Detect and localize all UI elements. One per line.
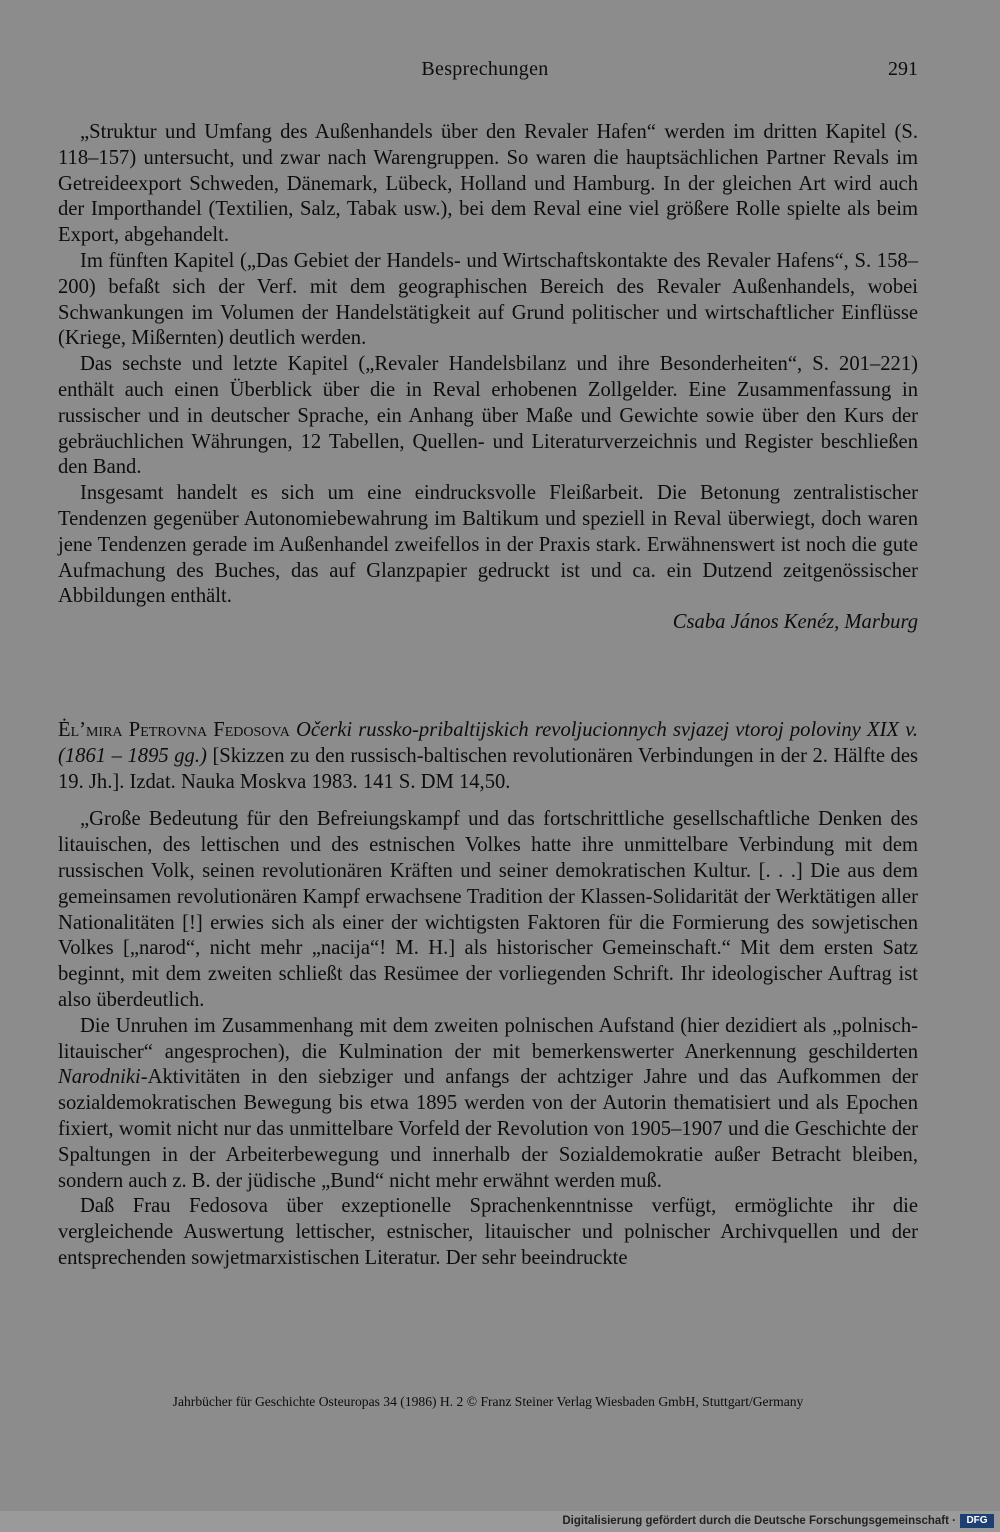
paragraph: Im fünften Kapitel („Das Gebiet der Handels- und Wirtschaftskontakte des Revaler Hafens“, S. 158–200) befaßt sich der Verf. mit dem geographischen Bereich des Revaler Außenhandels, wobei Schwankungen im Volumen der Handelstätigkeit auf Grund politischer und wirtschaftlicher Einflüsse (Kriege, Mißernten) deutlich werden.	[58, 249, 918, 350]
running-head: Besprechungen	[421, 58, 549, 80]
paragraph: „Große Bedeutung für den Befreiungskampf und das fortschrittliche gesellschaftliche Denken des litauischen, des lettischen und des estnischen Volkes hatte ihre unmittelbare Verbindung mit dem russischen Volk, seinen revolutionären Kräften und seiner demokratischen Kultur. [. . .] Die aus dem gemeinsamen revolutionären Kampf erwachsene Tradition der Klassen-Solidarität der Werktätigen aller Nationalitäten [!] erwies sich als einer der wichtigsten Faktoren für die Formierung des sowjetischen Volkes [„narod“, nicht mehr „nacija“! M. H.] als historischer Gemeinschaft.“ Mit dem ersten Satz beginnt, mit dem zweiten schließt das Resümee der vorliegenden Schrift. Ihr ideologischer Auftrag ist also überdeutlich.	[58, 808, 918, 1011]
journal-citation: Jahrbücher für Geschichte Osteuropas 34 (1986) H. 2 © Franz Steiner Verlag Wiesbaden GmbH, Stuttgart/Germany	[172, 1394, 804, 1409]
book-title: Očerki russko-pribaltijskich revoljucionnych svjazej vtoroj poloviny XIX v. (1861 – 1895 gg.)	[58, 719, 918, 767]
review-continuation	[58, 120, 918, 636]
dfg-logo: DFG	[960, 1514, 994, 1528]
digitization-note: Digitalisierung gefördert durch die Deutsche Forschungsgemeinschaft ·	[562, 1515, 956, 1527]
paragraph: Die Unruhen im Zusammenhang mit dem zweiten polnischen Aufstand (hier dezidiert als „polnisch-litauischer“ angesprochen), die Kulmination der mit bemerkenswerter Anerkennung geschilderten Narodniki-Aktivitäten in den siebziger und anfangs der achtziger Jahre und das Aufkommen der sozialdemokratischen Bewegung bis etwa 1895 werden von der Autorin thematisiert und als Epochen fixiert, womit nicht nur das unmittelbare Vorfeld der Revolution von 1905–1907 und die Geschichte der Spaltungen in der Arbeiterbewegung und innerhalb der Sozialdemokratie außer Betracht bleiben, sondern auch z. B. der jüdische „Bund“ nicht mehr erwähnt werden muß.	[58, 1014, 918, 1192]
paragraph: Das sechste und letzte Kapitel („Revaler Handelsbilanz und ihre Besonderheiten“, S. 201–221) enthält auch einen Überblick über die in Reval erhobenen Zollgelder. Eine Zusammenfassung in russischer und in deutscher Sprache, ein Anhang über Maße und Gewichte sowie über den Kurs der gebräuchlichen Währungen, 12 Tabellen, Quellen- und Literaturverzeichnis und Register beschließen den Band.	[58, 353, 918, 479]
paragraph: Insgesamt handelt es sich um eine eindrucksvolle Fleißarbeit. Die Betonung zentralistischer Tendenzen gegenüber Autonomiebewahrung im Baltikum und speziell in Reval überwiegt, doch waren jene Tendenzen gerade im Außenhandel zweifellos in der Praxis stark. Erwähnenswert ist noch die gute Aufmachung des Buches, das auf Glanzpapier gedruckt ist und ca. ein Dutzend zeitgenössischer Abbildungen enthält.	[58, 482, 918, 608]
review-entry	[58, 718, 918, 1272]
emphasis: Narodniki	[58, 1066, 141, 1089]
bibliographic-header	[58, 718, 918, 795]
book-author: Ėl’mira Petrovna Fedosova	[58, 719, 290, 741]
paragraph: „Struktur und Umfang des Außenhandels über den Revaler Hafen“ werden im dritten Kapitel (S. 118–157) untersucht, und zwar nach Warengruppen. So waren die hauptsächlichen Partner Revals im Getreideexport Schweden, Dänemark, Lübeck, Holland und Hamburg. In der gleichen Art wird auch der Importhandel (Textilien, Salz, Tabak usw.), bei dem Reval eine viel größere Rolle spielte als beim Export, abgehandelt.	[58, 121, 918, 247]
paragraph: Daß Frau Fedosova über exzeptionelle Sprachenkenntnisse verfügt, ermöglichte ihr die vergleichende Auswertung lettischer, estnischer, litauischer und polnischer Archivquellen und der entsprechenden sowjetmarxistischen Literatur. Der sehr beeindruckte	[58, 1195, 918, 1269]
reviewer-signature: Csaba János Kenéz, Marburg	[672, 611, 918, 634]
bibliographic-details: [Skizzen zu den russisch-baltischen revolutionären Verbindungen in der 2. Hälfte des 19. Jh.]. Izdat. Nauka Moskva 1983. 141 S. DM 14,50.	[58, 744, 918, 793]
page-number: 291	[888, 58, 918, 80]
